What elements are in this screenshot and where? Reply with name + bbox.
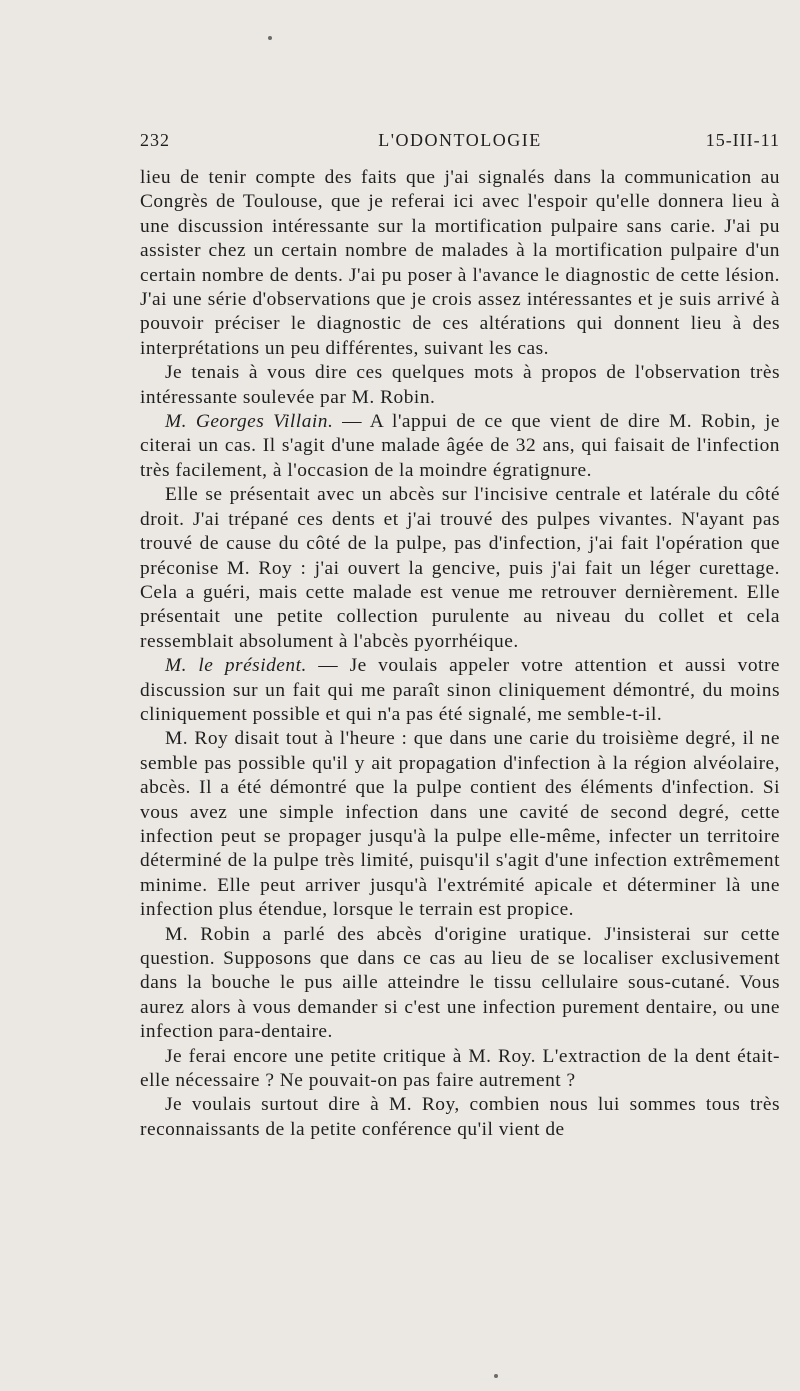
page-header [140,130,780,158]
paragraph-text: Je voulais surtout dire à M. Roy, combien nous lui sommes tous très reconnaissants de la petite conférence qu'il vient de [140,1094,780,1140]
paragraph-text: M. Robin a parlé des abcès d'origine uratique. J'insisterai sur cette question. Supposons que dans ce cas au lieu de se localiser exclusivement dans la bouche le pus aille atteindre le tissu cellulaire sous-cutané. Vous aurez alors à vous demander si c'est une infection purement dentaire, ou une infection para-dentaire. [140,923,780,1043]
body-text [140,166,780,1142]
paragraph [140,727,780,922]
ink-speck [268,36,272,40]
paragraph-text: — Je voulais appeler votre attention et aussi votre discussion sur un fait qui me paraît sinon cliniquement démontré, du moins cliniquement possible et qui n'a pas été signalé, me semble-t-il. [140,655,781,725]
paragraph-text: Je ferai encore une petite critique à M. Roy. L'extraction de la dent était-elle nécessaire ? Ne pouvait-on pas faire autrement ? [140,1045,780,1092]
paragraph [140,1093,780,1142]
paragraph [140,1045,780,1094]
paragraph-text: lieu de tenir compte des faits que j'ai signalés dans la communication au Congrès de Toulouse, que je referai ici avec l'espoir qu'elle donnera lieu à une discussion intéressante sur la mortification pulpaire sans carie. J'ai pu assister chez un certain nombre de malades à la mortification pulpaire d'un certain nombre de dents. J'ai pu poser à l'avance le diagnostic de cette lésion. J'ai une série d'observations que je crois assez intéressantes et je suis arrivé à pouvoir préciser le diagnostic de ces altérations qui donnent lieu à des interprétations un peu différentes, suivant les cas. [140,167,780,359]
paragraph-text: — A l'appui de ce que vient de dire M. Robin, je citerai un cas. Il s'agit d'une malade âgée de 32 ans, qui faisait de l'infection très facilement, à l'occasion de la moindre égratignure. [140,411,780,481]
paragraph [140,410,780,483]
paragraph [140,923,780,1045]
issue-date: 15-III-11 [705,130,780,150]
running-title: L'ODONTOLOGIE [378,130,542,150]
page-number: 232 [140,130,170,150]
speaker-name: M. le président. [165,655,307,677]
paragraph-text: M. Roy disait tout à l'heure : que dans une carie du troisième degré, il ne semble pas possible qu'il y ait propagation d'infection à la région alvéolaire, abcès. Il a été démontré que la pulpe contient des éléments d'infection. Si vous avez une simple infection dans une cavité de second degré, cette infection peut se propager jusqu'à la pulpe elle-même, infecter un territoire déterminé de la pulpe très limité, puisqu'il s'agit d'une infection extrêmement minime. Elle peut arriver jusqu'à l'extrémité apicale et déterminer là une infection plus étendue, lorsque le terrain est propice. [140,728,780,921]
paragraph [140,483,780,654]
paragraph [140,361,780,410]
ink-speck [494,1374,498,1378]
speaker-name: M. Georges Villain. [165,411,334,433]
paragraph-text: Elle se présentait avec un abcès sur l'incisive centrale et latérale du côté droit. J'ai trépané ces dents et j'ai trouvé des pulpes vivantes. N'ayant pas trouvé de cause du côté de la pulpe, pas d'infection, j'ai fait l'opération que préconise M. Roy : j'ai ouvert la gencive, puis j'ai fait un léger curettage. Cela a guéri, mais cette malade est venue me retrouver dernièrement. Elle présentait une petite collection purulente au niveau du collet et cela ressemblait absolument à l'abcès pyorrhéique. [140,484,780,652]
paragraph [140,166,780,361]
paragraph [140,654,780,727]
paragraph-text: Je tenais à vous dire ces quelques mots à propos de l'observation très intéressante soulevée par M. Robin. [140,362,780,408]
